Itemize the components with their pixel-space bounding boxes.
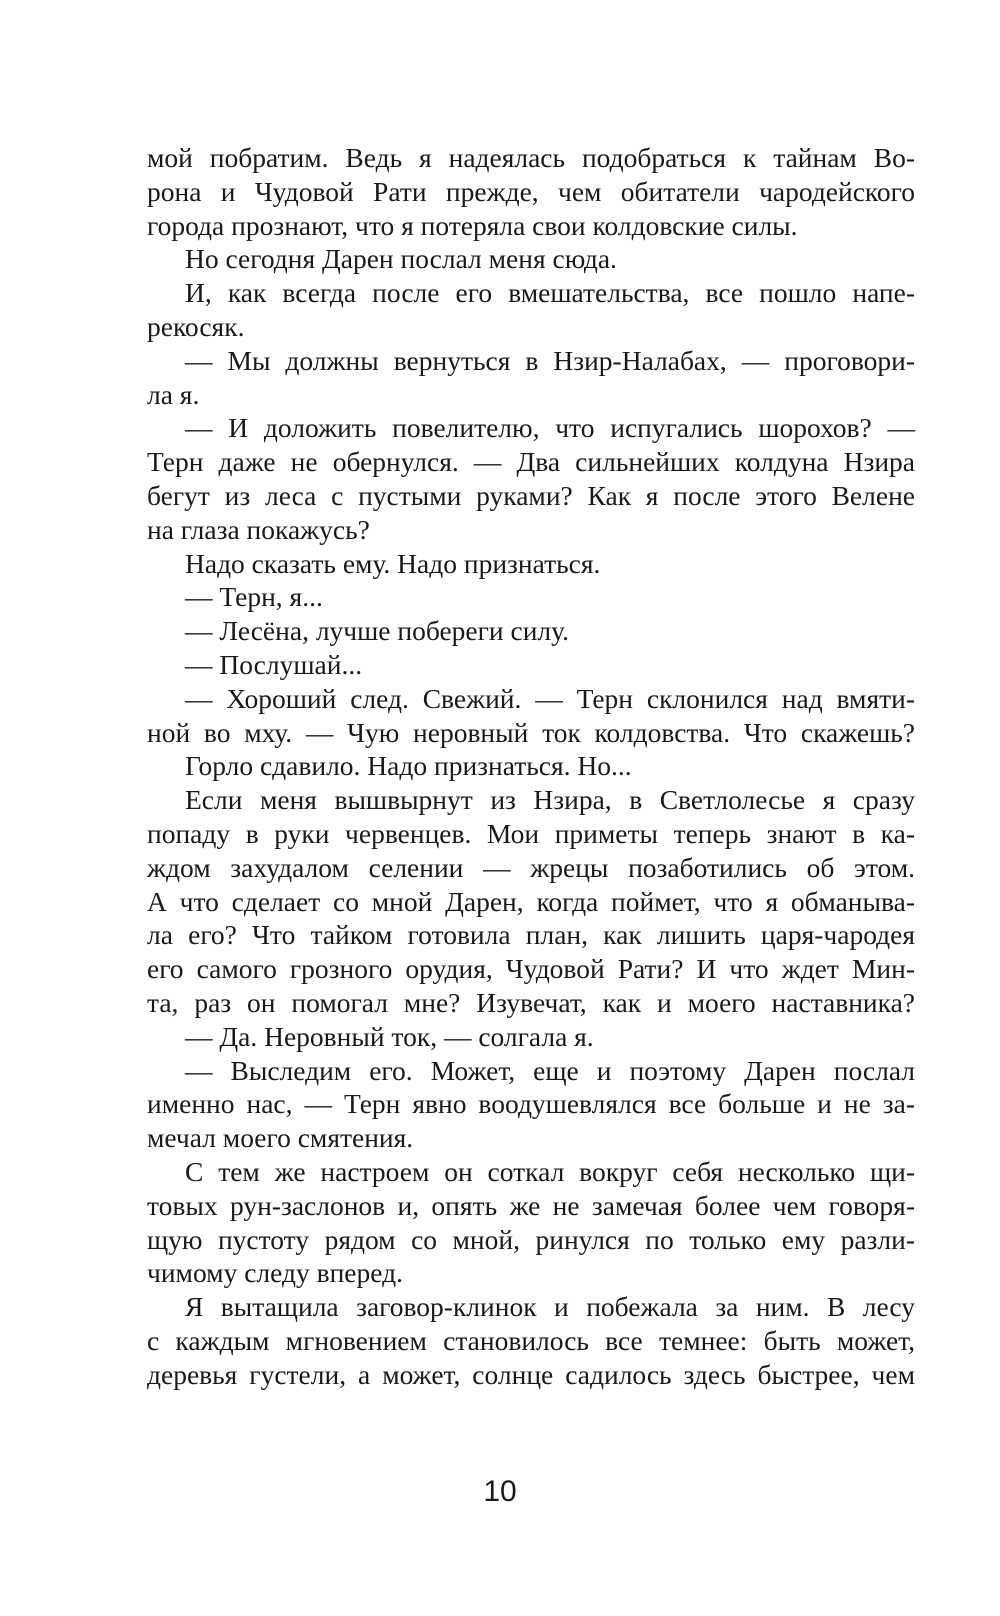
text-line: мечал моего смятения. — [147, 1122, 414, 1154]
text-line: рекосяк. — [147, 310, 245, 342]
text-line: — Лесёна, лучше побереги силу. — [185, 615, 570, 647]
text-line: рона и Чудовой Рати прежде, чем обитатели чародейского — [147, 175, 915, 207]
text-line: города прознают, что я потеряла свои колдовские силы. — [147, 209, 798, 241]
text-line: — Хороший след. Свежий. — Терн склонился над вмяти- — [185, 682, 915, 714]
text-line: на глаза покажусь? — [147, 513, 370, 545]
text-line: — Послушай... — [185, 648, 363, 680]
text-line: та, раз он помогал мне? Изувечат, как и моего наставника? — [147, 986, 915, 1018]
text-line: Терн даже не обернулся. — Два сильнейших колдуна Нзира — [147, 446, 915, 478]
text-line: А что сделает со мной Дарен, когда поймет, что я обманыва- — [147, 885, 915, 917]
page-number: 10 — [483, 1475, 517, 1508]
text-line: бегут из леса с пустыми руками? Как я после этого Велене — [147, 479, 915, 511]
text-line: Горло сдавило. Надо признаться. Но... — [185, 750, 632, 782]
text-line: — Да. Неровный ток, — солгала я. — [185, 1020, 594, 1052]
text-line: попаду в руки червенцев. Мои приметы теперь знают в ка- — [147, 817, 915, 849]
text-line: ждом захудалом селении — жрецы позаботились об этом. — [147, 851, 915, 883]
text-line: Если меня вышвырнут из Нзира, в Светлолесье я сразу — [185, 784, 915, 816]
text-line: — Терн, я... — [185, 581, 323, 613]
text-line: — Мы должны вернуться в Нзир-Налабах, — проговори- — [185, 344, 915, 376]
text-line: его самого грозного орудия, Чудовой Рати? И что ждет Мин- — [147, 953, 915, 985]
text-line: ной во мху. — Чую неровный ток колдовства. Что скажешь? — [147, 716, 915, 748]
text-line: деревья густели, а может, солнце садилось здесь быстрее, чем — [147, 1358, 915, 1390]
text-line: ла я. — [147, 378, 200, 410]
text-line: ла его? Что тайком готовила план, как лишить царя-чародея — [147, 919, 915, 951]
text-line: щую пустоту рядом со мной, ринулся по только ему разли- — [147, 1223, 915, 1255]
text-line: чимому следу вперед. — [147, 1257, 403, 1289]
text-line: Надо сказать ему. Надо признаться. — [185, 547, 601, 579]
text-line: мой побратим. Ведь я надеялась подобраться к тайнам Во- — [147, 142, 915, 173]
text-line: Но сегодня Дарен послал меня сюда. — [185, 243, 617, 275]
text-line: И, как всегда после его вмешательства, все пошло напе- — [185, 277, 915, 309]
text-line: товых рун-заслонов и, опять же не замечая более чем говоря- — [147, 1189, 915, 1221]
text-line: с каждым мгновением становилось все темнее: быть может, — [147, 1324, 915, 1356]
text-line: — И доложить повелителю, что испугались шорохов? — — [185, 412, 915, 444]
text-line: именно нас, — Терн явно воодушевлялся все больше и не за- — [147, 1088, 915, 1120]
text-line: С тем же настроем он соткал вокруг себя несколько щи- — [185, 1155, 915, 1187]
body-text — [147, 141, 915, 1391]
text-line: — Выследим его. Может, еще и поэтому Дарен послал — [185, 1054, 915, 1086]
text-line: Я вытащила заговор-клинок и побежала за ним. В лесу — [185, 1291, 915, 1323]
